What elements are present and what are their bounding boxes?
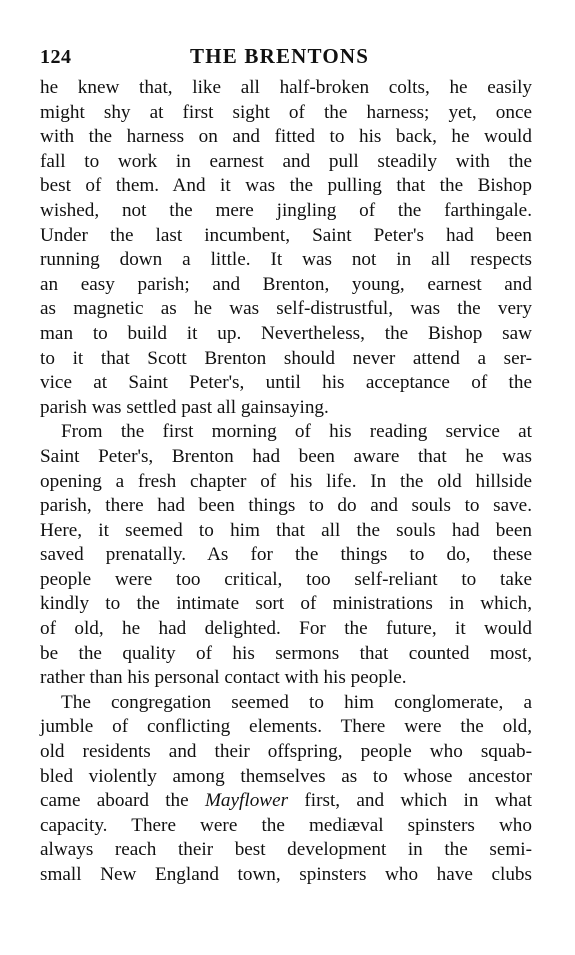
body-text [40,76,532,888]
ship-name-italic: Mayflower [204,790,289,812]
text-line: man to build it up. Nevertheless, the Bishop saw [40,322,532,344]
paragraph-1 [40,76,532,420]
text-line: people were too critical, too self-reliant to take [40,568,532,590]
text-line: to it that Scott Brenton should never attend a ser- [40,347,532,369]
text-line: of old, he had delighted. For the future, it would [40,618,532,640]
paragraph-2 [40,420,532,691]
text-segment: first, and which in what [288,790,532,812]
book-page [40,40,532,888]
text-line: The congregation seemed to him conglomerate, a [61,691,532,713]
text-line: small New England town, spinsters who have clubs [40,864,532,885]
text-line: running down a little. It was not in all respects [40,249,532,271]
text-line: fall to work in earnest and pull steadily with the [40,150,532,172]
text-line: Under the last incumbent, Saint Peter's had been [40,224,532,246]
text-line: rather than his personal contact with his people. [40,667,407,689]
text-line: always reach their best development in the semi- [40,839,532,861]
text-line: bled violently among themselves as to whose ancestor [40,765,532,787]
paragraph-3 [40,691,532,888]
text-line: wished, not the mere jingling of the farthingale. [40,199,532,221]
text-line: saved prenatally. As for the things to do, these [40,544,532,566]
text-line: kindly to the intimate sort of ministrations in which, [40,593,532,615]
text-line: old residents and their offspring, people who squab- [40,741,532,763]
text-line: he knew that, like all half-broken colts, he easily [40,77,532,98]
text-line: vice at Saint Peter's, until his acceptance of the [40,372,532,394]
text-line: From the first morning of his reading service at [61,421,532,443]
text-line: as magnetic as he was self-distrustful, was the very [40,298,532,320]
text-segment: came aboard the [40,790,205,812]
text-line: parish, there had been things to do and souls to save. [40,495,532,517]
text-line: parish was settled past all gainsaying. [40,396,329,418]
text-line: with the harness on and fitted to his back, he would [40,126,532,148]
text-line: Here, it seemed to him that all the souls had been [40,519,532,541]
running-title: THE BRENTONS [190,44,370,68]
text-line: best of them. And it was the pulling that the Bishop [40,175,532,197]
text-line: jumble of conflicting elements. There were the old, [40,716,532,738]
running-head [40,40,532,76]
text-line: might shy at first sight of the harness; yet, once [40,101,532,123]
text-line: an easy parish; and Brenton, young, earnest and [40,273,532,295]
text-line-mixed [40,789,532,814]
text-line: be the quality of his sermons that counted most, [40,642,532,664]
text-line: Saint Peter's, Brenton had been aware that he was [40,445,532,467]
page-number: 124 [40,46,72,68]
text-line: opening a fresh chapter of his life. In the old hillside [40,470,532,492]
text-line: capacity. There were the mediæval spinsters who [40,814,532,836]
